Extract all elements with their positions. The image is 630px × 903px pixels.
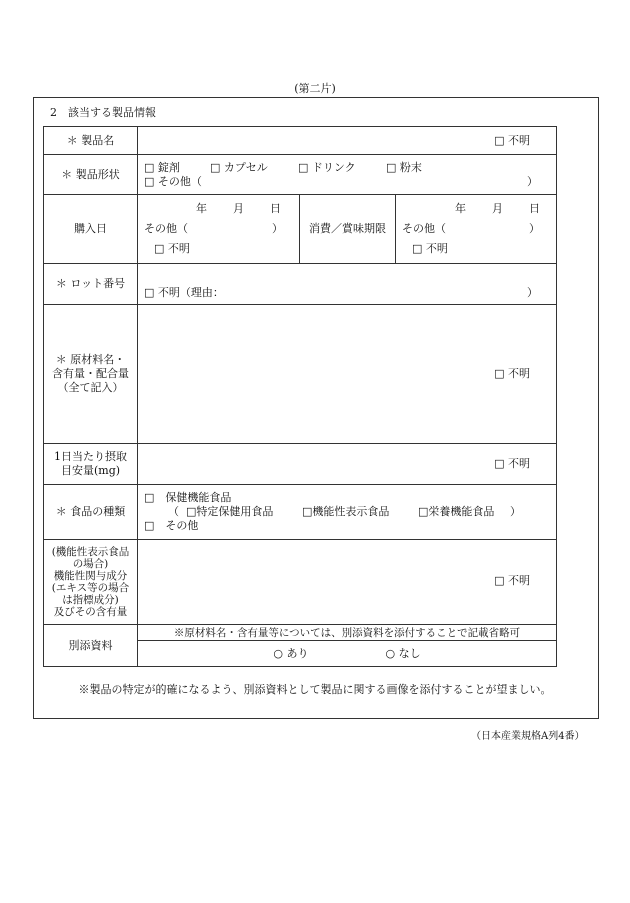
daily-intake-label-line2: 目安量(mg) [60, 464, 121, 477]
functional-label-line2: の場合) [72, 558, 109, 570]
ingredients-label [44, 305, 138, 444]
expiry-year-label: 年 [455, 202, 467, 215]
expiry-field[interactable] [396, 195, 557, 264]
purchase-date-label: 購入日 [44, 195, 138, 264]
lot-unknown-checkbox[interactable]: □ 不明（理由： [144, 286, 224, 299]
expiry-label: 消費／賞味期限 [300, 195, 396, 264]
ingredients-label-line2: 含有量・配合量 [52, 367, 129, 380]
section-title: 2 該当する製品情報 [50, 106, 156, 119]
option-other-close: ） [527, 174, 539, 188]
ingredients-label-line1: ＊ 原材料名・ [55, 353, 126, 366]
functional-label-line1: (機能性表示食品 [51, 546, 130, 558]
page-title: (第二片) [294, 82, 336, 95]
functional-label-line5: は指標成分) [62, 594, 119, 606]
ingredients-label-line3: （全て記入） [57, 381, 124, 394]
purchase-other-label: その他（ [144, 222, 188, 235]
purchase-other-close: ） [272, 222, 283, 235]
bottom-note: ※製品の特定が的確になるよう、別添資料として製品に関する画像を添付することが望ましい。 [78, 683, 552, 696]
food-type-options [138, 485, 557, 540]
daily-intake-label-line1: 1日当たり摂取 [54, 450, 127, 463]
option-foshu-checkbox[interactable]: □特定保健用食品 [186, 505, 274, 518]
purchase-day-label: 日 [270, 202, 281, 215]
attachment-no-radio[interactable]: ○ なし [385, 646, 421, 660]
ingredients-unknown-checkbox[interactable]: □ 不明 [494, 367, 531, 380]
row-attachment-note [44, 625, 557, 641]
product-info-table [43, 126, 557, 667]
lot-number-label: ＊ ロット番号 [44, 264, 138, 305]
expiry-unknown-checkbox[interactable]: □ 不明 [412, 242, 448, 255]
row-product-name [44, 127, 557, 155]
functional-unknown-checkbox[interactable]: □ 不明 [494, 574, 531, 587]
expiry-other-close: ） [529, 222, 541, 235]
attachment-label: 別添資料 [44, 625, 138, 667]
option-food-other[interactable]: □ その他 [144, 519, 199, 532]
option-other-checkbox[interactable]: □ その他（ [144, 174, 202, 188]
functional-label-line4: (エキス等の場合 [51, 582, 130, 594]
row-functional-ingredients [44, 540, 557, 625]
expiry-other-label: その他（ [402, 222, 446, 235]
purchase-unknown-checkbox[interactable]: □ 不明 [154, 242, 190, 255]
product-form-options [138, 155, 557, 195]
option-powder-checkbox[interactable]: □ 粉末 [386, 160, 422, 174]
expiry-month-label: 月 [492, 202, 504, 215]
functional-label-line3: 機能性関与成分 [53, 570, 128, 582]
daily-intake-field[interactable] [138, 444, 557, 485]
product-form-label: ＊ 製品形状 [44, 155, 138, 195]
footer-paper-size: （日本産業規格A列4番） [471, 731, 585, 742]
expiry-day-label: 日 [529, 202, 541, 215]
row-daily-intake [44, 444, 557, 485]
row-product-form [44, 155, 557, 195]
row-food-type [44, 485, 557, 540]
row-dates [44, 195, 557, 264]
attachment-yes-radio[interactable]: ○ あり [273, 646, 309, 660]
functional-label-line6: 及びその含有量 [53, 606, 128, 618]
lot-number-field[interactable] [138, 264, 557, 305]
option-tablet-checkbox[interactable]: □ 錠剤 [144, 160, 180, 174]
row-lot-number [44, 264, 557, 305]
food-type-sub-open: （ [168, 505, 179, 518]
attachment-choice [138, 641, 557, 667]
food-type-label: ＊ 食品の種類 [44, 485, 138, 540]
functional-field[interactable] [138, 540, 557, 625]
option-drink-checkbox[interactable]: □ ドリンク [298, 160, 356, 174]
purchase-year-label: 年 [196, 202, 207, 215]
option-functional-claim-checkbox[interactable]: □機能性表示食品 [302, 505, 390, 518]
purchase-month-label: 月 [233, 202, 244, 215]
row-ingredients [44, 305, 557, 444]
attachment-note: ※原材料名・含有量等については、別添資料を添付することで記載省略可 [138, 625, 557, 641]
purchase-date-field[interactable] [138, 195, 300, 264]
daily-intake-unknown-checkbox[interactable]: □ 不明 [494, 457, 531, 470]
functional-label [44, 540, 138, 625]
product-name-unknown-checkbox[interactable]: □ 不明 [494, 134, 531, 147]
ingredients-field[interactable] [138, 305, 557, 444]
option-capsule-checkbox[interactable]: □ カプセル [210, 160, 268, 174]
product-name-label: ＊ 製品名 [44, 127, 138, 155]
daily-intake-label [44, 444, 138, 485]
food-type-sub-close: ） [510, 505, 521, 518]
option-nutrient-function-checkbox[interactable]: □栄養機能食品 [418, 505, 495, 518]
lot-reason-close: ） [527, 286, 539, 299]
product-name-field[interactable] [138, 127, 557, 155]
option-health-function-food[interactable]: □ 保健機能食品 [144, 491, 232, 504]
